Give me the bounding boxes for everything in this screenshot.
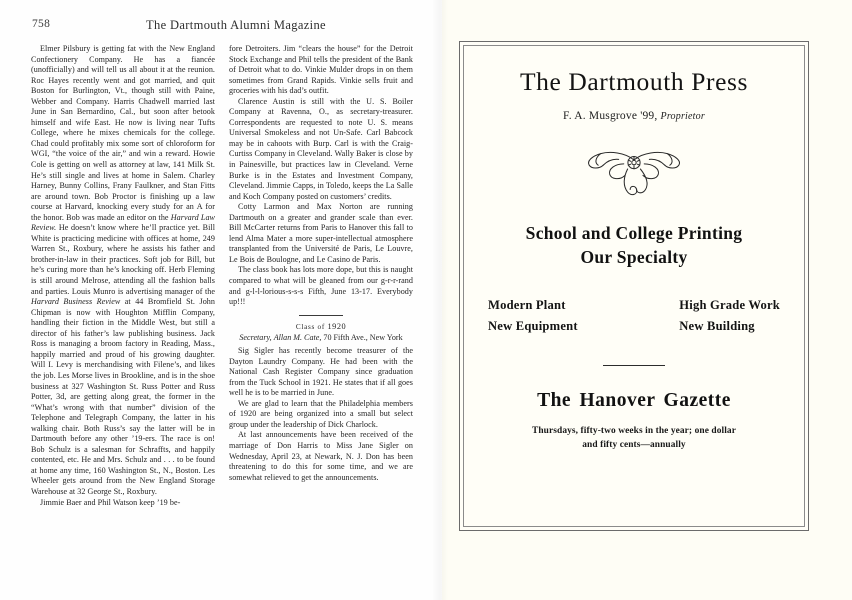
paragraph: Cotty Larmon and Max Norton are running Dartmouth on a greater and grander scale than ever. Bill McCarter returns from Paris to Hanover this fall to lend Alma Mater a more super-intellectual atmosphere transplanted from the Université de Paris, Le Louvre, Le Bois de Boulogne, and Le Casino de Paris. xyxy=(229,202,413,264)
paragraph: We are glad to learn that the Philadelphia members of 1920 are being organized into a small but select group under the leadership of Dick Charlock. xyxy=(229,398,413,429)
class-secretary-line xyxy=(229,333,413,343)
class-heading-year: 1920 xyxy=(327,321,347,331)
class-heading-word-of: of xyxy=(317,322,325,331)
paragraph: At last announcements have been received of the marriage of Don Harris to Miss Jane Sigler on Wednesday, April 23, at Newark, N. J. Don has been threatening to do this for some time, and we are somewhat relieved to get the announcements. xyxy=(229,430,413,482)
magazine-title: The Dartmouth Alumni Magazine xyxy=(146,18,326,32)
secretary-name: Allan M. Cate, xyxy=(273,332,322,342)
secretary-address: 70 Fifth Ave., New York xyxy=(323,332,403,342)
feature-item: High Grade Work xyxy=(679,298,780,313)
class-section-heading xyxy=(229,322,413,331)
floral-ornament-icon xyxy=(570,138,698,200)
column-two xyxy=(229,44,413,508)
page-number: 758 xyxy=(32,18,51,30)
proprietor-role: Proprietor xyxy=(660,111,705,123)
specialty-line-2: Our Specialty xyxy=(580,246,688,267)
right-page xyxy=(442,0,852,600)
feature-item: New Equipment xyxy=(488,319,578,334)
column-one xyxy=(31,44,215,508)
paragraph: The class book has lots more dope, but this is naught compared to what will be gleaned from our g-r-r-rand and g-l-l-lorious-s-s-s Fifth, June 13-17. Everybody up!!! xyxy=(229,265,413,307)
secretary-label: Secretary, xyxy=(239,332,272,342)
feature-item: Modern Plant xyxy=(488,298,566,313)
paragraph xyxy=(31,44,215,498)
gazette-terms-line-2: and fifty cents—annually xyxy=(582,439,686,450)
paragraph: Clarence Austin is still with the U. S. Boiler Company at Ravenna, O., as secretary-treasurer. Correspondents are requested to note U. S. means Universal Smokeless and not Un-Safe. Carl Babcock may be in cahoots with Burp. Carl is with the Craig-Curtiss Company in Cleveland. Wally Baker is close by in Painesville, but practices law in Cleveland. Verne Burke is in the Estates and Investment Company, Cleveland. Jimmie Capps, in Toledo, keeps the La Salle and Koch Company posted on customers’ credits. xyxy=(229,96,413,201)
features-column-left xyxy=(488,295,578,337)
paragraph-text-cont: He doesn’t know where he’ll practice yet. Bill White is practicing medicine with offices at home, 249 Warren St., Roxbury, where he assists his father and brother-in-law in their practices. Soft job for Bill, but he’s curing more than he’s knocking off. Herb Fleming is still around Melrose, attending all the fashion balls and parties. Louis Munro is advertising manager of the xyxy=(31,223,215,296)
specialty-line-1: School and College Printing xyxy=(525,223,743,244)
paragraph-text-cont2: at 44 Bromfield St. John Chipman is now with Houghton Mifflin Company, handling their fiction in the Middle West, but still a director of his father’s law publishing business. Jack Ross is managing a broom factory in Reading, Mass., happily married and proud of his growing daughter. Will I. Levy is merchandising with Filene’s, and likes the job. Les Morse lives in Brookline, and is in the shoe business at 327 Washington St. Russ Potter and Russ Potter, 3d, are getting along great, the former in the “What’s wrong with that number” division of the Telephone and Telegraph Company, the latter in his walking chair. Both Russ’s say the latter will be in Dartmouth before any other ’19-ers. The race is on! Bob Schulz is a salesman for Schraffts, and happily contented, etc. He and Mrs. Schulz and . . . to be found at home any time, 160 Washington St., N., Boston. Les Wheeler gets around from the New England Storage Warehouse at 32 George St., Roxbury. xyxy=(31,297,215,496)
paragraph-text: Elmer Pilsbury is getting fat with the New England Confectionery Company. He has a fiancée (unofficially) and will tell us all about it at the reunion. Roc Hayes recently went and got married, and quit Boston for Burlington, Vt., though still with Paine, Webber and Company. Harris Chadwell married last June in San Bernardino, Cal., but soon after betook himself and wife East. He now is living near Tufts College, where he mixes chemicals for the college. Chad could profitably mix some sort of chloroform for WGI, “the voice of the air,” and win a reward. Howie Cole is getting on well as attorney at law, 141 Milk St. He’s still single and lives at home in Salem. Charley Harney, Bunny Collins, Frany Faulkner, and Stan Fitts are around town. Bob Proctor is finishing up a law course at Harvard, knocking every study for an A for the honor. Bob was made an editor on the xyxy=(31,44,215,222)
running-head xyxy=(32,18,412,36)
italic-title-harvard-law-review: Harvard Law Review. xyxy=(31,212,215,233)
advertisement-divider-rule xyxy=(603,365,665,367)
paragraph: Sig Sigler has recently become treasurer of the Dayton Laundry Company. He had been with the National Cash Register Company since graduation from the Tuck School in 1921. He states that if all goes well he is to be married in June. xyxy=(229,346,413,398)
gazette-terms-line-1: Thursdays, fifty-two weeks in the year; one dollar xyxy=(532,426,736,437)
paragraph: fore Detroiters. Jim “clears the house” for the Detroit Stock Exchange and Phil tells the president of the Bank of Detroit what to do. Vinkie Mulder drops in on them sometimes from Grand Rapids. Vinkie sells fruit and groceries with his dad’s outfit. xyxy=(229,44,413,96)
italic-title-harvard-business-review: Harvard Business Review xyxy=(31,297,121,307)
gazette-terms xyxy=(482,425,786,452)
advertiser-title: The Dartmouth Press xyxy=(519,67,749,96)
text-columns xyxy=(31,44,413,508)
proprietor-name: F. A. Musgrove '99, xyxy=(563,110,658,123)
section-divider-rule xyxy=(299,315,343,316)
specialty-block xyxy=(482,222,786,269)
features-block xyxy=(482,295,786,337)
advertisement-frame xyxy=(459,41,809,531)
gazette-title: The Hanover Gazette xyxy=(537,390,731,412)
proprietor-line xyxy=(482,110,786,122)
features-column-right xyxy=(679,295,780,337)
feature-item: New Building xyxy=(679,319,755,334)
paragraph: Jimmie Baer and Phil Watson keep ’19 be- xyxy=(40,497,181,507)
class-heading-word-class: Class xyxy=(295,322,315,331)
advertisement-body xyxy=(460,42,808,530)
